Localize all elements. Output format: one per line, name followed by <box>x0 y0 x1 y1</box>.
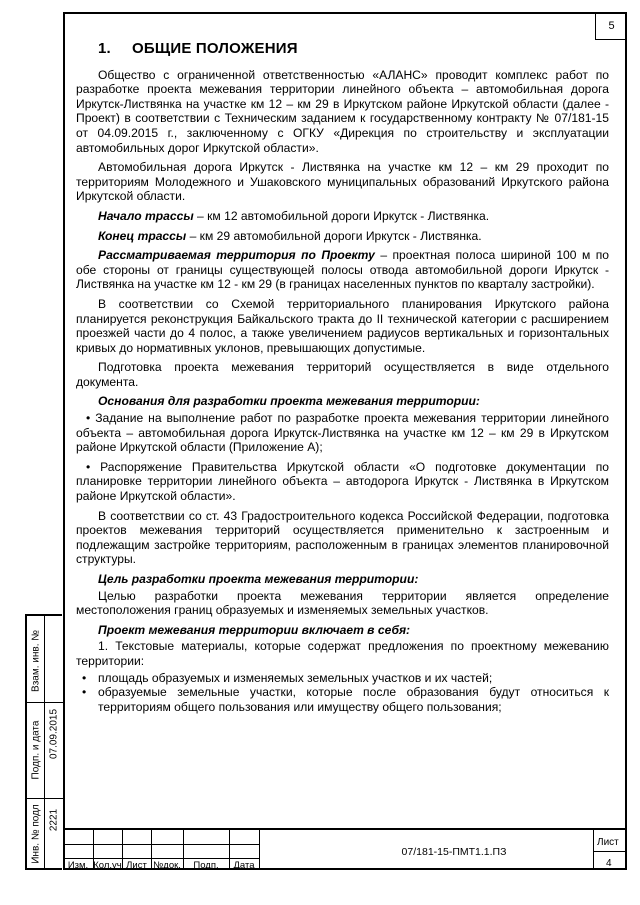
basis-item-1-text: Задание на выполнение работ по разработке проекта межевания территории линейного объекта – автомобильная дорога Иркутск-Листвянка на участке км 12 – км 29 в Иркутском районе Иркутской области (Приложение А); <box>76 411 609 455</box>
col-kolvo: Кол.уч <box>93 860 122 871</box>
territory-label: Рассматриваемая территория по Проекту <box>98 248 375 263</box>
basis-item-2: • Распоряжение Правительства Иркутской области «О подготовке документации по планировке территории линейного объекта – автодорога Иркутск - Листвянка в Иркутском районе Иркутской области». <box>76 459 609 504</box>
paragraph-text-materials: 1. Текстовые материалы, которые содержат предложения по проектному межеванию территории: <box>76 639 609 668</box>
section-heading <box>98 42 609 57</box>
includes-list <box>76 671 609 715</box>
start-label: Начало трассы <box>98 208 194 223</box>
paragraph-preparation: Подготовка проекта межевания территорий осуществляется в виде отдельного документа. <box>76 360 609 389</box>
list-item: • образуемые земельные участки, которые после образования будут относиться к территориям общего пользования или имуществу общего пользования; <box>76 685 609 714</box>
document-body <box>76 38 609 716</box>
title-block-rule <box>593 851 627 852</box>
side-stamp-divider <box>44 616 45 868</box>
sheet-number: 4 <box>606 858 612 869</box>
paragraph-start <box>76 209 609 224</box>
paragraph-road: Автомобильная дорога Иркутск - Листвянка на участке км 12 – км 29 проходит по территориям Молодежного и Ушаковского муниципальных образований Иркутского района Иркутской области. <box>76 160 609 204</box>
title-block-divider <box>593 830 594 870</box>
side-stamp-rule <box>27 798 64 799</box>
col-podp: Подп. <box>193 860 219 871</box>
side-value-inv: 2221 <box>48 808 60 832</box>
side-label-inv: Инв. № подл <box>30 804 42 864</box>
page-number-top: 5 <box>608 19 615 32</box>
col-data: Дата <box>233 860 255 871</box>
side-label-vzam: Взам. инв. № <box>30 630 42 692</box>
paragraph-territory <box>76 248 609 292</box>
col-ndoc: №док. <box>153 860 181 871</box>
col-izm: Изм. <box>67 860 89 871</box>
list-item: • площадь образуемых и изменяемых земельных участков и их частей; <box>76 671 609 686</box>
start-text: – км 12 автомобильной дороги Иркутск - Листвянка. <box>193 208 490 223</box>
paragraph-code: В соответствии со ст. 43 Градостроительного кодекса Российской Федерации, подготовка проектов межевания территорий осуществляется применительно к застроенным и подлежащим застройке территориям, расположенным в границах элементов планировочной структуры. <box>76 508 609 567</box>
end-label: Конец трассы <box>98 228 187 243</box>
side-stamp <box>25 614 62 870</box>
end-text: – км 29 автомобильной дороги Иркутск - Листвянка. <box>186 228 482 243</box>
page-number-box <box>595 12 627 40</box>
section-title: ОБЩИЕ ПОЛОЖЕНИЯ <box>132 40 298 57</box>
basis-item-1: • Задание на выполнение работ по разработке проекта межевания территории линейного объекта – автомобильная дорога Иркутск-Листвянка на участке км 12 – км 29 в Иркутском районе Иркутской области (Приложение А); <box>76 411 609 455</box>
sheet-label: Лист <box>597 837 619 848</box>
section-number: 1. <box>98 40 111 57</box>
paragraph-intro: Общество с ограниченной ответственностью «АЛАНС» проводит комплекс работ по разработке проекта межевания территории линейного объекта – автомобильная дорога Иркутск-Листвянка на участке км 12 – км 29 в Иркутском районе Иркутской области (далее - Проект) в соответствии с Техническим заданием к государственному контракту № 07/181-15 от 04.09.2015 г., заключенному с ОГКУ «Дирекция по строительству и эксплуатации автомобильных дорог Иркутской области». <box>76 67 609 155</box>
heading-basis: Основания для разработки проекта межевания территории: <box>98 394 480 409</box>
document-code: 07/181-15-ПМТ1.1.ПЗ <box>401 846 507 858</box>
side-value-date: 07.09.2015 <box>48 708 60 760</box>
basis-item-2-text: Распоряжение Правительства Иркутской области «О подготовке документации по планировке территории линейного объекта – автодорога Иркутск - Листвянка в Иркутском районе Иркутской области». <box>76 459 609 504</box>
heading-includes: Проект межевания территории включает в себя: <box>98 622 411 637</box>
paragraph-goal: Целью разработки проекта межевания территории является определение местоположения границ образуемых и изменяемых земельных участков. <box>76 588 609 618</box>
side-label-podp: Подп. и дата <box>30 720 42 780</box>
paragraph-scheme: В соответствии со Схемой территориального планирования Иркутского района планируется реконструкция Байкальского тракта до II технической категории с расширением проезжей части до 4 полос, а также увеличением радиусов вертикальных и горизонтальных кривых до нормативных уклонов, превышающих допустимые. <box>76 296 609 355</box>
heading-goal: Цель разработки проекта межевания территории: <box>98 572 419 586</box>
paragraph-end <box>76 229 609 244</box>
title-block <box>63 828 627 870</box>
title-block-divider <box>259 830 260 870</box>
side-stamp-rule <box>27 702 64 703</box>
col-list: Лист <box>126 860 147 871</box>
territory-text: – проектная полоса шириной 100 м по обе стороны от границы существующей полосы отвода автомобильной дороги Иркутск - Листвянка на участке км 12 - км 29 (в границах населенных пунктов по кварталу застройки). <box>76 248 609 292</box>
